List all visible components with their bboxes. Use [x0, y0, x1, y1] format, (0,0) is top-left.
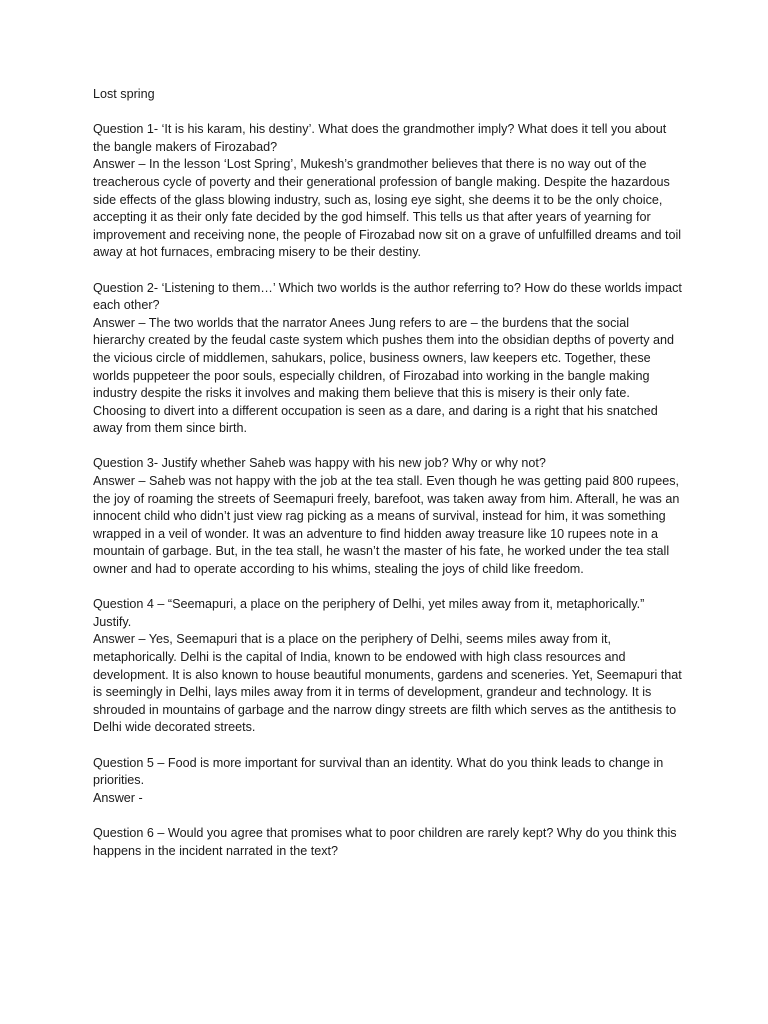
question-text: Question 4 – “Seemapuri, a place on the periphery of Delhi, yet miles away from it, metaphorically.” Justify. — [93, 597, 645, 629]
answer-text: Answer – The two worlds that the narrator Anees Jung refers to are – the burdens that the social hierarchy created by the feudal caste system which pushes them into the obsidian depths of poverty and the vicious circle of middlemen, sahukars, police, business owners, law keepers etc. Together, these worlds puppeteer the poor souls, especially children, of Firozabad into working in the bangle making industry despite the risks it involves and making them believe that this is misery is their only fate. Choosing to divert into a different occupation is seen as a dare, and daring is a right that his snatched away from them since birth. — [93, 315, 675, 436]
question-text: Question 1- ‘It is his karam, his destiny’. What does the grandmother imply? What does it tell you about the bangle makers of Firozabad? — [93, 122, 667, 154]
document-body — [93, 86, 683, 878]
qa-block-5 — [93, 755, 683, 808]
answer-text: Answer – Saheb was not happy with the job at the tea stall. Even though he was getting paid 800 rupees, the joy of roaming the streets of Seemapuri freely, barefoot, was taken away from him. Afterall, he was an innocent child who didn’t just view rag picking as a means of survival, instead for him, it was something wrapped in a veil of wonder. It was an adventure to find hidden away treasure like 10 rupees note in a mountain of garbage. But, in the tea stall, he wasn’t the master of his fate, he worked under the tea stall owner and had to operate according to his whims, stealing the joys of child like freedom. — [93, 474, 680, 577]
qa-block-2 — [93, 280, 683, 438]
document-title: Lost spring — [93, 87, 155, 101]
question-text: Question 2- ‘Listening to them…’ Which two worlds is the author referring to? How do these worlds impact each other? — [93, 280, 682, 313]
qa-block-3 — [93, 455, 683, 578]
question-text: Question 5 – Food is more important for survival than an identity. What do you think leads to change in priorities. — [93, 755, 664, 788]
qa-block-4 — [93, 596, 683, 737]
answer-text: Answer - — [93, 790, 143, 805]
question-text: Question 6 – Would you agree that promises what to poor children are rarely kept? Why do you think this happens in the incident narrated in the text? — [93, 825, 677, 858]
answer-text: Answer – Yes, Seemapuri that is a place on the periphery of Delhi, seems miles away from it, metaphorically. Delhi is the capital of India, known to be endowed with high class resources and development. It is also known to house beautiful monuments, gardens and sceneries. Yet, Seemapuri that is seemingly in Delhi, lays miles away from it in terms of development, grandeur and technology. It is shrouded in mountains of garbage and the narrow dingy streets are filth which serves as the antithesis to Delhi wide decorated streets. — [93, 632, 682, 735]
answer-text: Answer – In the lesson ‘Lost Spring’, Mukesh’s grandmother believes that there is no way out of the treacherous cycle of poverty and their generational profession of bangle making. Despite the hazardous side effects of the glass blowing industry, such as, losing eye sight, she deems it to be the only choice, accepting it as their only fate decided by the god himself. This tells us that after years of yearning for improvement and receiving none, the people of Firozabad now sit on a grave of unfulfilled dreams and toil away at hot furnaces, embracing misery to be their destiny. — [93, 157, 682, 260]
qa-block-6 — [93, 825, 683, 860]
question-text: Question 3- Justify whether Saheb was happy with his new job? Why or why not? — [93, 456, 546, 471]
qa-block-1 — [93, 121, 683, 262]
